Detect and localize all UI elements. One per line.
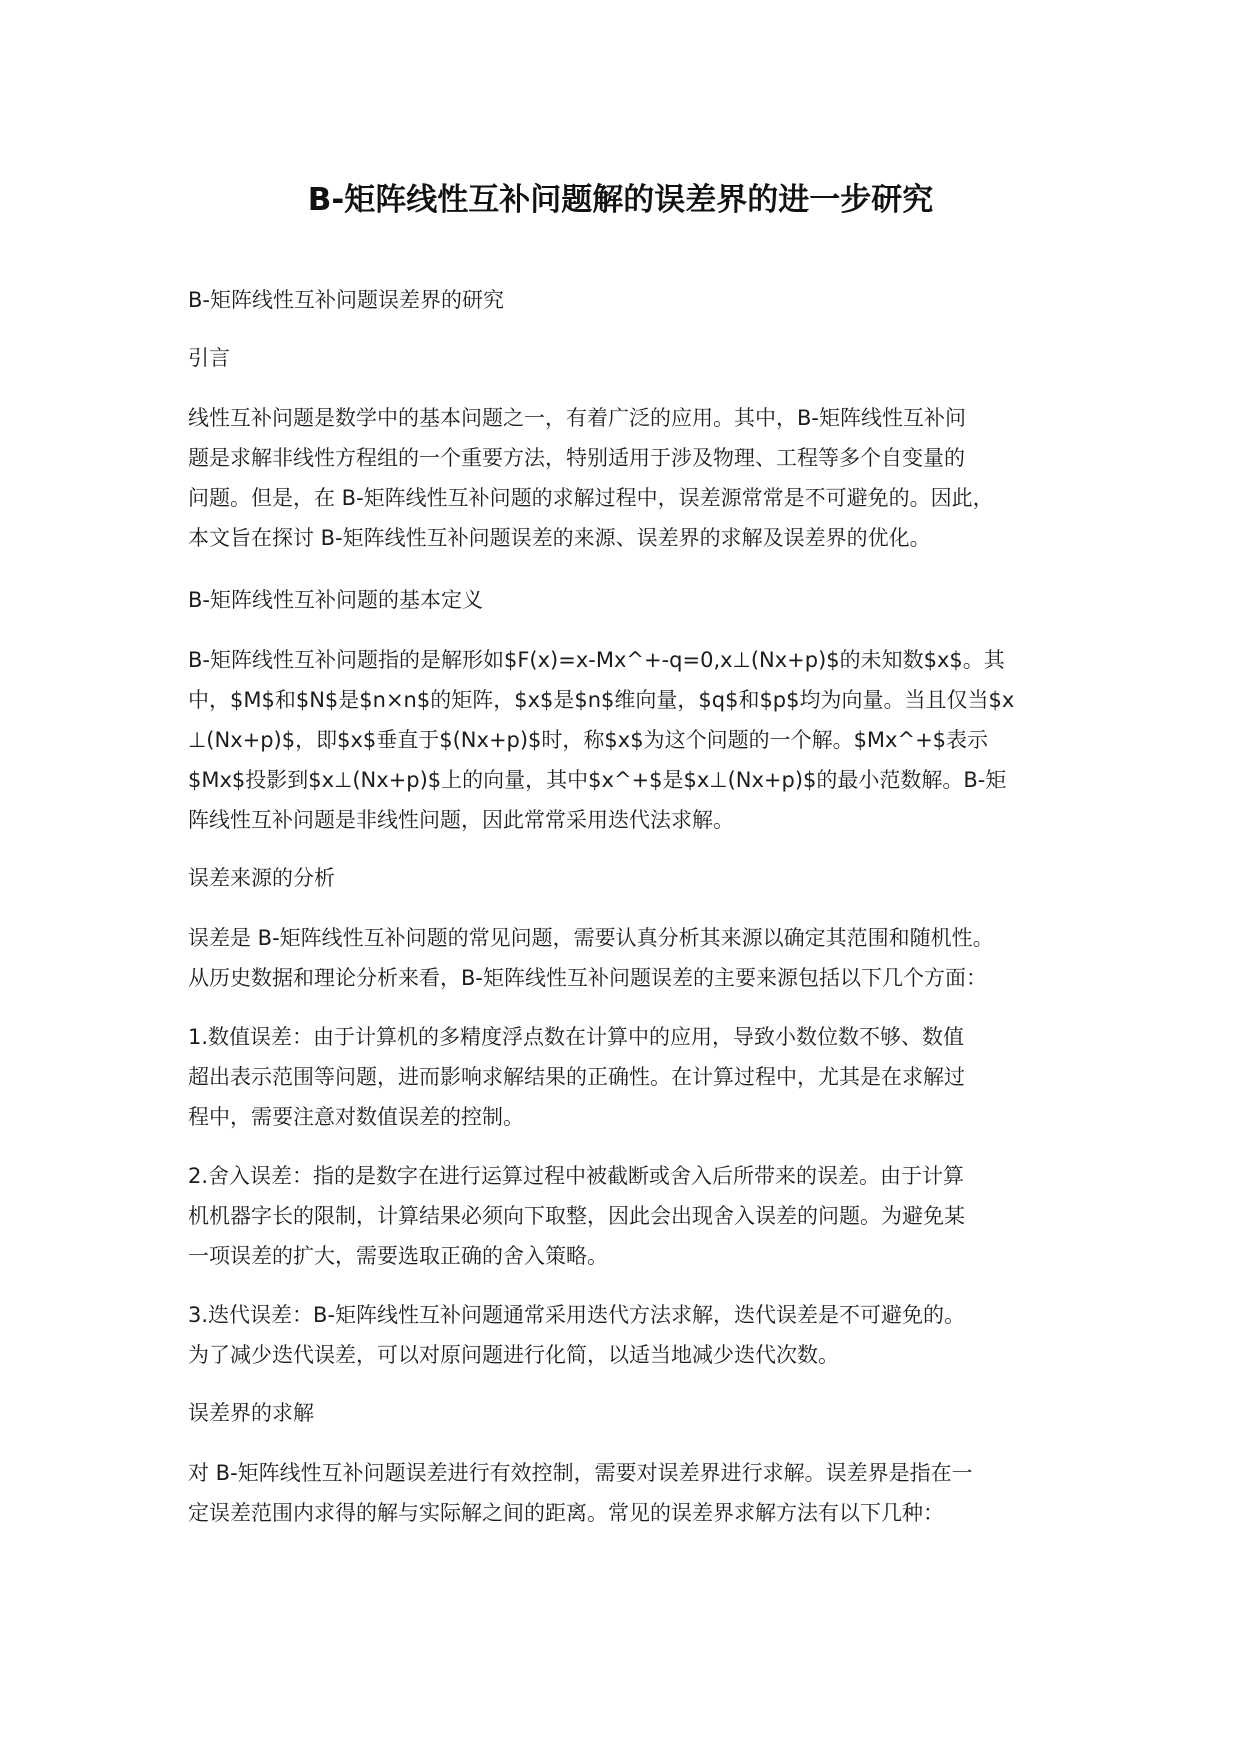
text-line: 一项误差的扩大，需要选取正确的舍入策略。 xyxy=(188,1244,608,1268)
paragraph-error-source xyxy=(188,918,994,998)
text-line: ⊥(Nx+p)$，即$x$垂直于$(Nx+p)$时，称$x$为这个问题的一个解。$Mx^+$表示 xyxy=(188,728,989,752)
section-heading-error-source xyxy=(188,858,335,898)
text-line: 中，$M$和$N$是$n×n$的矩阵，$x$是$n$维向量，$q$和$p$均为向量。当且仅当$x xyxy=(188,688,1015,712)
subtitle xyxy=(188,280,504,320)
text-line: 定误差范围内求得的解与实际解之间的距离。常见的误差界求解方法有以下几种： xyxy=(188,1501,944,1525)
heading-text: 误差界的求解 xyxy=(188,1401,314,1425)
text-line: 2.舍入误差：指的是数字在进行运算过程中被截断或舍入后所带来的误差。由于计算 xyxy=(188,1164,965,1188)
list-item-rounding-error xyxy=(188,1156,965,1276)
heading-text: 误差来源的分析 xyxy=(188,866,335,890)
text-line: $Mx$投影到$x⊥(Nx+p)$上的向量，其中$x^+$是$x⊥(Nx+p)$的最小范数解。B-矩 xyxy=(188,768,1007,792)
text-line: 题是求解非线性方程组的一个重要方法，特别适用于涉及物理、工程等多个自变量的 xyxy=(188,446,965,470)
subtitle-text: B-矩阵线性互补问题误差界的研究 xyxy=(188,288,504,312)
heading-text: 引言 xyxy=(188,346,230,370)
section-heading-intro xyxy=(188,338,230,378)
text-line: 为了减少迭代误差，可以对原问题进行化简，以适当地减少迭代次数。 xyxy=(188,1343,839,1367)
text-line: 机机器字长的限制，计算结果必须向下取整，因此会出现舍入误差的问题。为避免某 xyxy=(188,1204,965,1228)
text-line: 阵线性互补问题是非线性问题，因此常常采用迭代法求解。 xyxy=(188,808,734,832)
list-item-iteration-error xyxy=(188,1295,965,1375)
text-line: 3.迭代误差：B-矩阵线性互补问题通常采用迭代方法求解，迭代误差是不可避免的。 xyxy=(188,1303,966,1327)
paragraph-definition xyxy=(188,640,1014,840)
section-heading-definition xyxy=(188,580,483,620)
text-line: 从历史数据和理论分析来看，B-矩阵线性互补问题误差的主要来源包括以下几个方面： xyxy=(188,966,987,990)
document-title: B-矩阵线性互补问题解的误差界的进一步研究 xyxy=(307,182,934,218)
text-line: 1.数值误差：由于计算机的多精度浮点数在计算中的应用，导致小数位数不够、数值 xyxy=(188,1025,965,1049)
text-line: 问题。但是，在 B-矩阵线性互补问题的求解过程中，误差源常常是不可避免的。因此， xyxy=(188,486,994,510)
paragraph-intro xyxy=(188,398,994,558)
text-line: 超出表示范围等问题，进而影响求解结果的正确性。在计算过程中，尤其是在求解过 xyxy=(188,1065,965,1089)
list-item-numeric-error xyxy=(188,1017,965,1137)
text-line: 误差是 B-矩阵线性互补问题的常见问题，需要认真分析其来源以确定其范围和随机性。 xyxy=(188,926,994,950)
text-line: B-矩阵线性互补问题指的是解形如$F(x)=x-Mx^+-q=0,x⊥(Nx+p)$的未知数$x$。其 xyxy=(188,648,1005,672)
text-line: 对 B-矩阵线性互补问题误差进行有效控制，需要对误差界进行求解。误差界是指在一 xyxy=(188,1461,973,1485)
paragraph-error-bound xyxy=(188,1453,973,1533)
text-line: 线性互补问题是数学中的基本问题之一，有着广泛的应用。其中，B-矩阵线性互补问 xyxy=(188,406,966,430)
text-line: 程中，需要注意对数值误差的控制。 xyxy=(188,1105,524,1129)
text-line: 本文旨在探讨 B-矩阵线性互补问题误差的来源、误差界的求解及误差界的优化。 xyxy=(188,526,931,550)
heading-text: B-矩阵线性互补问题的基本定义 xyxy=(188,588,483,612)
section-heading-error-bound xyxy=(188,1393,314,1433)
